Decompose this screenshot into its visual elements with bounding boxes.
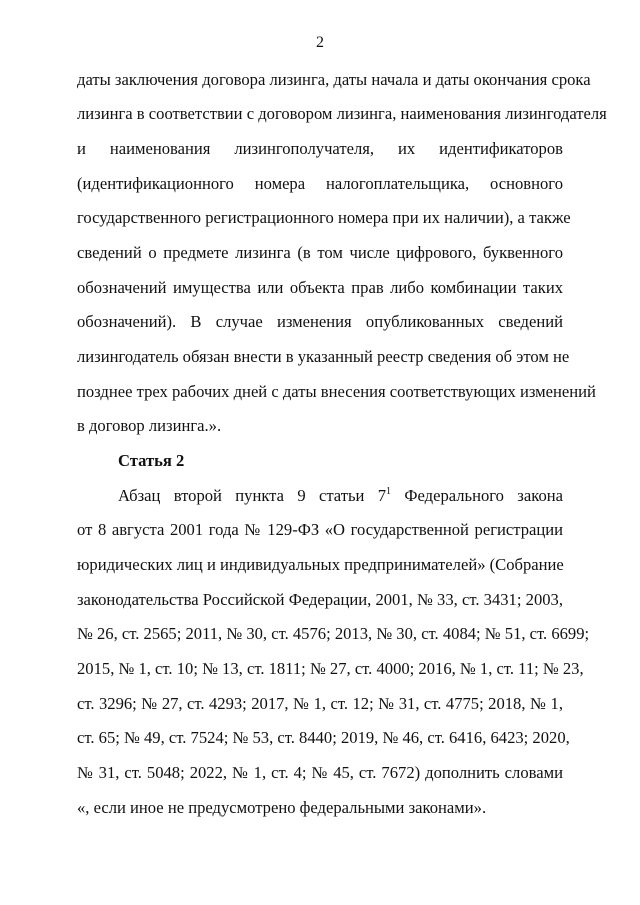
text-line: № 31, ст. 5048; 2022, № 1, ст. 4; № 45, ст. 7672) дополнить словами [77,763,563,782]
text-line: сведений о предмете лизинга (в том числе цифрового, буквенного [77,243,563,262]
text-segment: Абзац второй пункта 9 статьи 7 [118,486,387,505]
text-line: обозначений). В случае изменения опубликованных сведений [77,312,563,331]
text-line: от 8 августа 2001 года № 129-ФЗ «О государственной регистрации [77,520,563,539]
article-heading: Статья 2 [118,451,185,470]
text-line: законодательства Российской Федерации, 2001, № 33, ст. 3431; 2003, [77,590,563,609]
text-line: в договор лизинга.». [77,416,222,435]
text-line: позднее трех рабочих дней с даты внесения соответствующих изменений [77,382,596,401]
text-line: обозначений имущества или объекта прав либо комбинации таких [77,278,563,297]
text-line: и наименования лизингополучателя, их идентификаторов [77,139,563,158]
text-line: лизингодатель обязан внести в указанный реестр сведения об этом не [77,347,570,366]
text-line: лизинга в соответствии с договором лизинга, наименования лизингодателя [77,104,607,123]
page-number: 2 [316,34,324,51]
text-line [118,486,563,506]
text-line: (идентификационного номера налогоплательщика, основного [77,174,563,193]
text-line: ст. 65; № 49, ст. 7524; № 53, ст. 8440; 2019, № 46, ст. 6416, 6423; 2020, [77,728,570,747]
text-line: даты заключения договора лизинга, даты начала и даты окончания срока [77,70,591,89]
text-line: 2015, № 1, ст. 10; № 13, ст. 1811; № 27, ст. 4000; 2016, № 1, ст. 11; № 23, [77,659,584,678]
text-line: «, если иное не предусмотрено федеральными законами». [77,798,487,817]
text-line: ст. 3296; № 27, ст. 4293; 2017, № 1, ст. 12; № 31, ст. 4775; 2018, № 1, [77,694,563,713]
text-segment: Федерального закона [391,486,563,505]
text-line: юридических лиц и индивидуальных предпринимателей» (Собрание [77,555,564,574]
superscript: 1 [386,486,392,497]
text-line: № 26, ст. 2565; 2011, № 30, ст. 4576; 2013, № 30, ст. 4084; № 51, ст. 6699; [77,624,590,643]
text-line: государственного регистрационного номера при их наличии), а также [77,208,571,227]
